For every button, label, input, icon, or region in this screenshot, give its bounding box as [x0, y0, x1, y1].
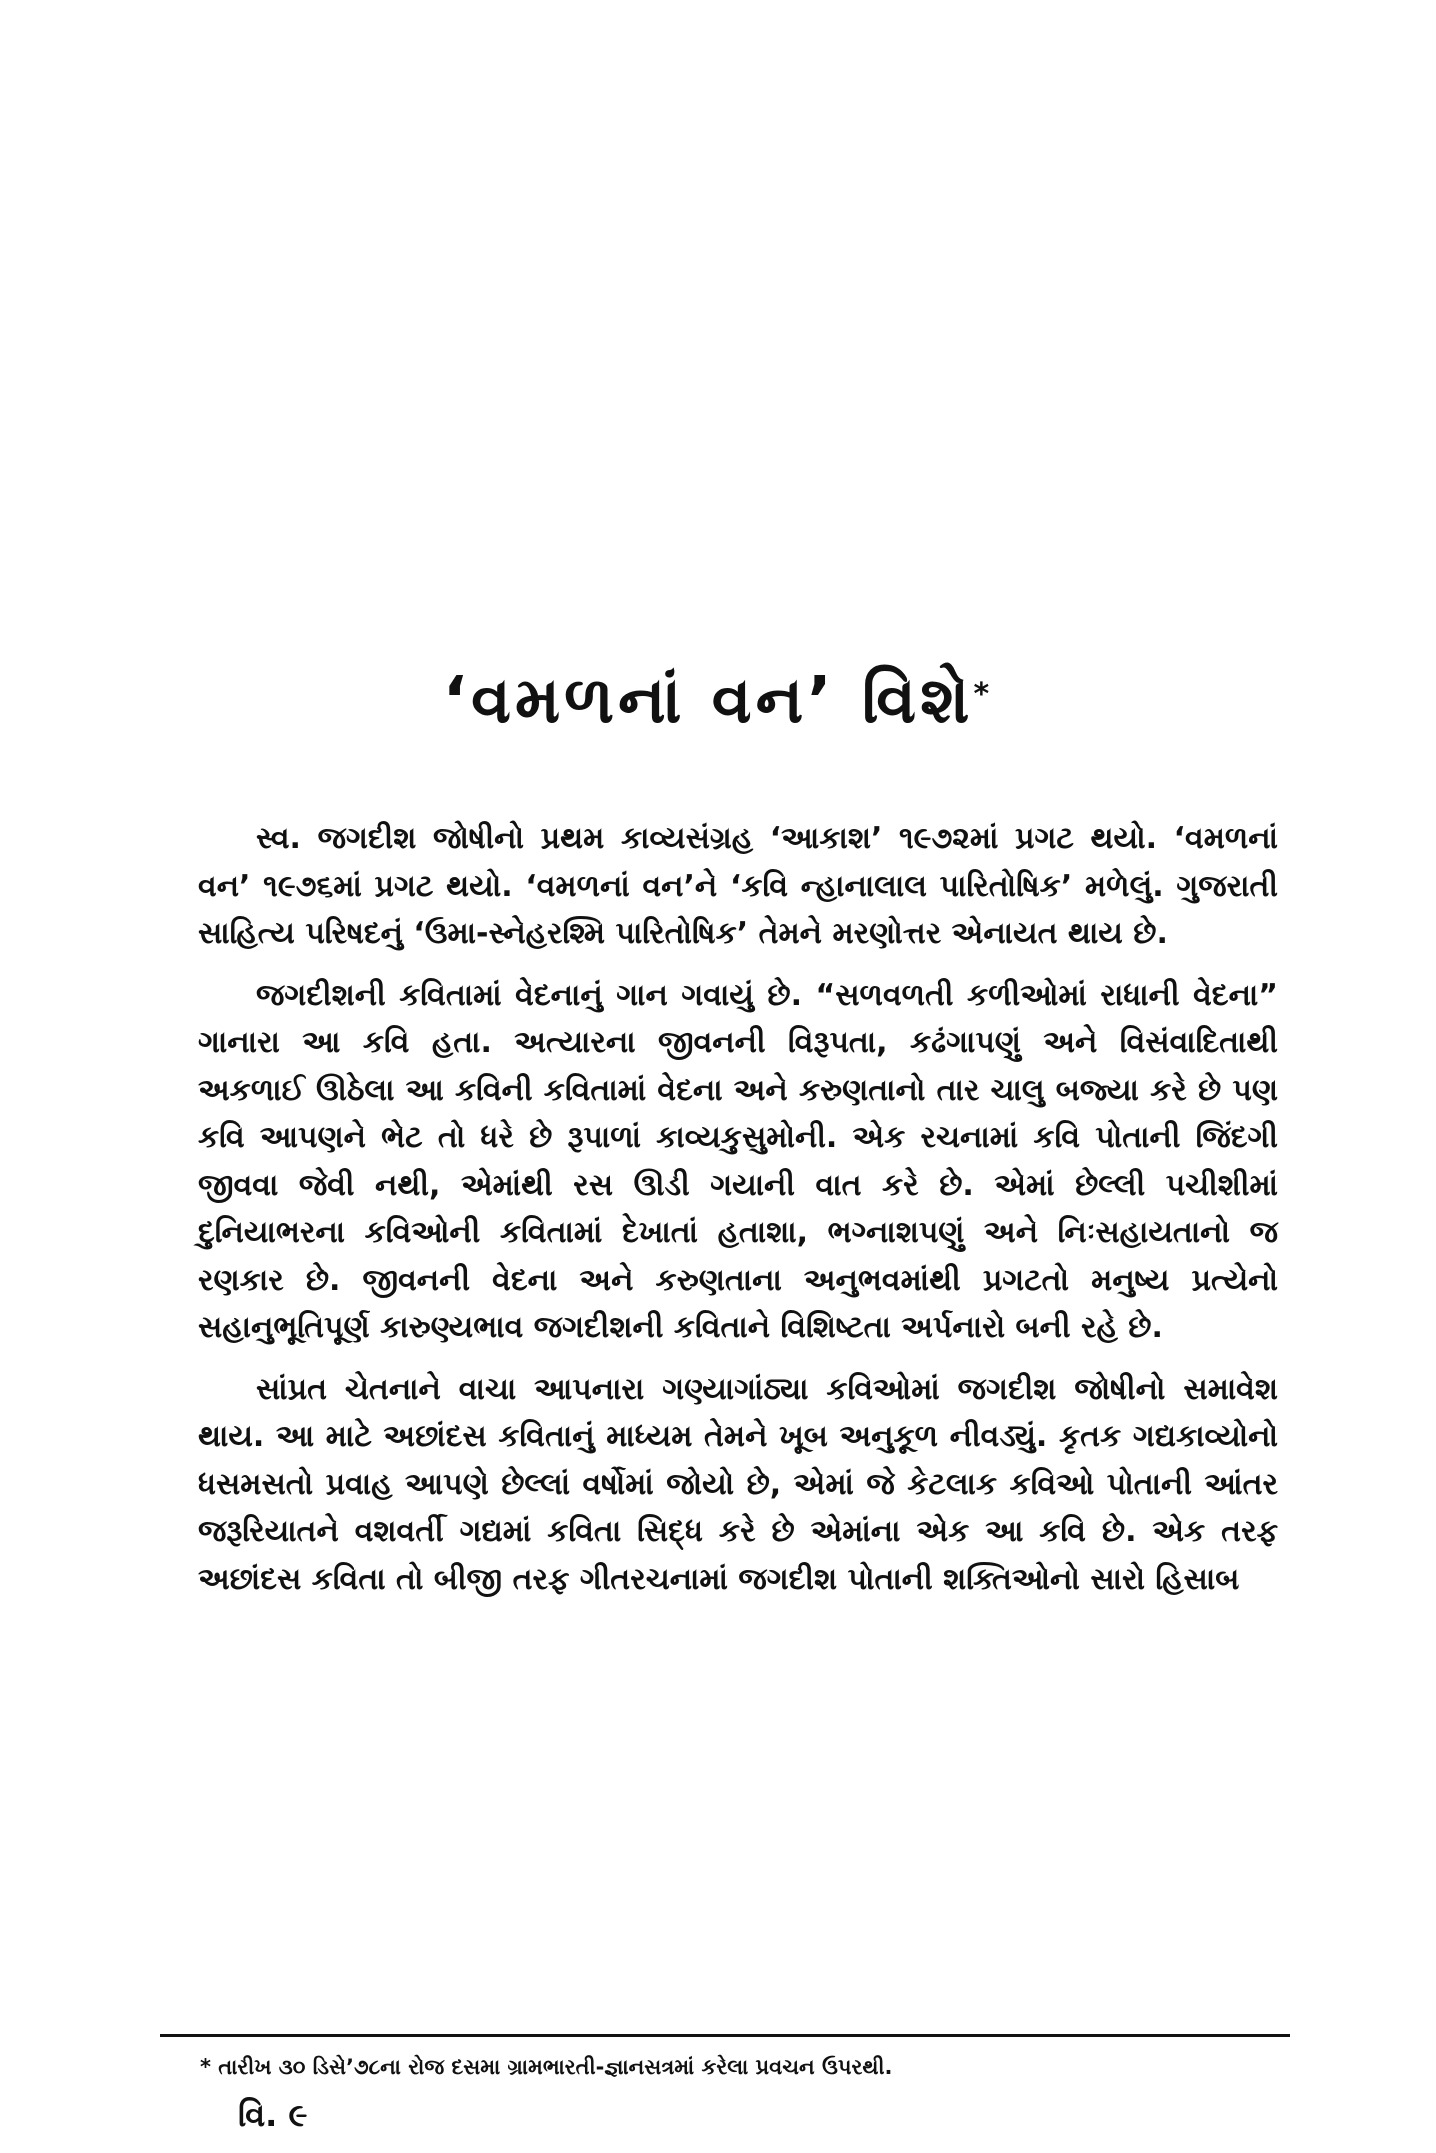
page-signature-mark: વિ. ૯ — [238, 2096, 308, 2134]
footnote-marker: * — [973, 676, 994, 712]
paragraph-2: જગદીશની કવિતામાં વેદનાનું ગાન ગવાયું છે. “સળવળતી કળીઓમાં રાધાની વેદના” ગાનારા આ કવિ હતા. અત્યારના જીવનની વિરૂપતા, કઢંગાપણું અને વિસંવાદિતાથી અકળાઈ ઊઠેલા આ કવિની કવિતામાં વેદના અને કરુણતાનો તાર ચાલુ બજ્યા કરે છે પણ કવિ આપણને ભેટ તો ધરે છે રૂપાળાં કાવ્યકુસુમોની. એક રચનામાં કવિ પોતાની જિંદગી જીવવા જેવી નથી, એમાંથી રસ ઊડી ગયાની વાત કરે છે. એમાં છેલ્લી પચીશીમાં દુનિયાભરના કવિઓની કવિતામાં દેખાતાં હતાશા, ભગ્નાશપણું અને નિઃસહાયતાનો જ રણકાર છે. જીવનની વેદના અને કરુણતાના અનુભવમાંથી પ્રગટતો મનુષ્ય પ્રત્યેનો સહાનુભૂતિપૂર્ણ કારુણ્યભાવ જગદીશની કવિતાને વિશિષ્ટતા અર્પનારો બની રહે છે. — [198, 977, 1278, 1345]
footnote-divider — [160, 2034, 1290, 2037]
footnote: * તારીખ ૩૦ ડિસે’૭૮ના રોજ દસમા ગ્રામભારતી-જ્ઞાનસત્રમાં કરેલા પ્રવચન ઉપરથી. — [200, 2055, 893, 2079]
paragraph-3: સાંપ્રત ચેતનાને વાચા આપનારા ગણ્યાગાંઠ્યા કવિઓમાં જગદીશ જોષીનો સમાવેશ થાય. આ માટે અછાંદસ કવિતાનું માધ્યમ તેમને ખૂબ અનુકૂળ નીવડ્યું. કૃતક ગદ્યકાવ્યોનો ધસમસતો પ્રવાહ આપણે છેલ્લાં વર્ષોમાં જોયો છે, એમાં જે કેટલાક કવિઓ પોતાની આંતર જરૂરિયાતને વશવર્તી ગદ્યમાં કવિતા સિદ્ધ કરે છે એમાંના એક આ કવિ છે. એક તરફ અછાંદસ કવિતા તો બીજી તરફ ગીતરચનામાં જગદીશ પોતાની શક્તિઓનો સારો હિસાબ — [198, 1371, 1278, 1597]
paragraph-1: સ્વ. જગદીશ જોષીનો પ્રથમ કાવ્યસંગ્રહ ‘આકાશ’ ૧૯૭૨માં પ્રગટ થયો. ‘વમળનાં વન’ ૧૯૭૬માં પ્રગટ થયો. ‘વમળનાં વન’ને ‘કવિ ન્હાનાલાલ પારિતોષિક’ મળેલું. ગુજરાતી સાહિત્ય પરિષદનું ‘ઉમા-સ્નેહરશ્મિ પારિતોષિક’ તેમને મરણોત્તર એનાયત થાય છે. — [198, 821, 1278, 951]
body-text — [198, 815, 1278, 1617]
page-title — [0, 661, 1436, 741]
title-text: ‘વમળનાં વન’ વિશે — [442, 663, 974, 738]
